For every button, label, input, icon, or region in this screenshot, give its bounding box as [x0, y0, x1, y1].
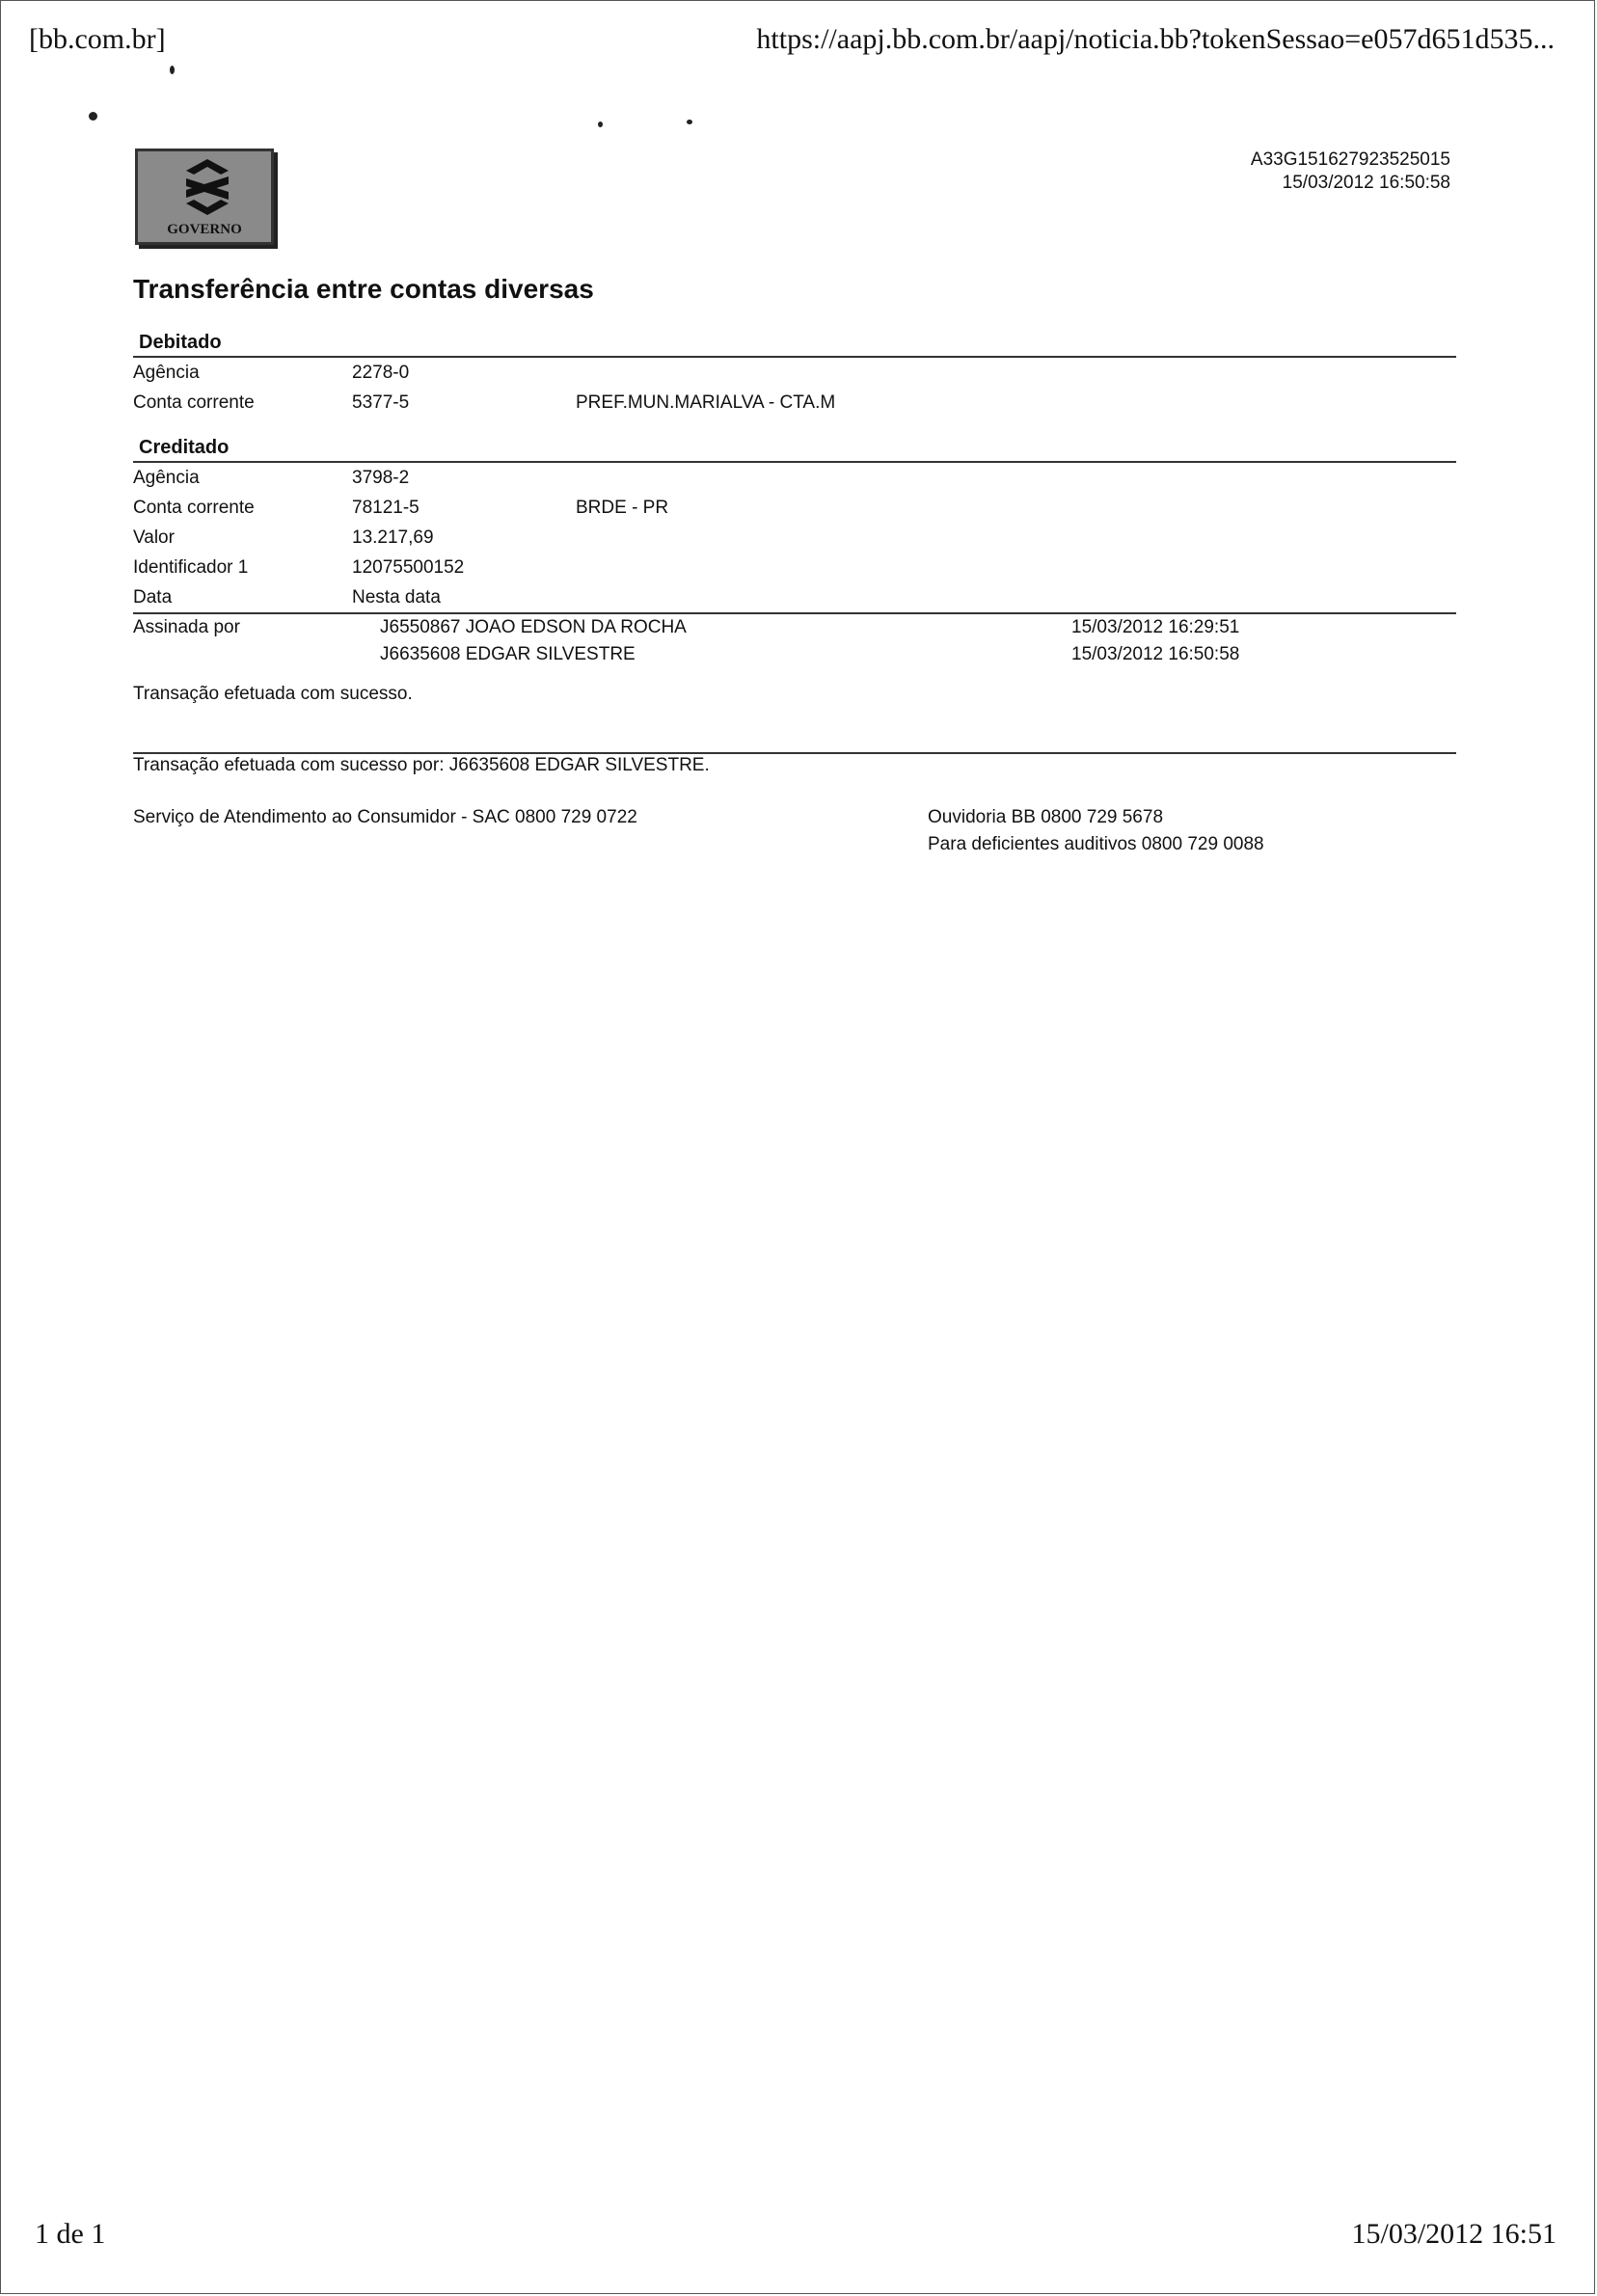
- row-extra: [576, 358, 1456, 388]
- document-datetime: 15/03/2012 16:50:58: [1282, 173, 1450, 193]
- row-label: Agência: [133, 468, 200, 488]
- signature-datetime: 15/03/2012 16:50:58: [1071, 644, 1240, 664]
- document-id: [1251, 149, 1450, 195]
- status-by-section: [133, 752, 1456, 754]
- signature-label: Assinada por: [133, 617, 240, 637]
- signature-row: [133, 614, 1456, 641]
- row-value: 12075500152: [352, 557, 465, 578]
- bank-logo: [135, 149, 274, 245]
- signature-label-empty: [133, 641, 380, 668]
- signature-row: [133, 641, 1456, 668]
- signature-signer: J6635608 EDGAR SILVESTRE: [380, 644, 636, 664]
- row-extra: [576, 523, 1456, 553]
- page-title: Transferência entre contas diversas: [133, 274, 594, 304]
- table-row: [133, 582, 1456, 612]
- table-row: [133, 358, 1456, 388]
- row-value: 5377-5: [352, 392, 410, 413]
- row-extra: BRDE - PR: [576, 498, 669, 518]
- scan-speck: [687, 120, 692, 124]
- row-value: Nesta data: [352, 587, 441, 608]
- row-value: 2278-0: [352, 363, 410, 383]
- table-row: [133, 463, 1456, 493]
- creditado-section: [133, 434, 1456, 668]
- print-footer-page: 1 de 1: [35, 2218, 106, 2250]
- row-label: Valor: [133, 527, 175, 548]
- table-row: [133, 493, 1456, 523]
- section-divider: [133, 752, 1456, 754]
- row-extra: [576, 553, 1456, 582]
- row-label: Agência: [133, 363, 200, 383]
- row-value: 13.217,69: [352, 527, 434, 548]
- ouvidoria-contact: Ouvidoria BB 0800 729 5678: [928, 807, 1164, 827]
- row-label: Conta corrente: [133, 392, 255, 413]
- scan-speck: [598, 122, 603, 127]
- table-row: [133, 388, 1456, 418]
- row-extra: [576, 582, 1456, 612]
- row-value: 78121-5: [352, 498, 420, 518]
- row-label: Conta corrente: [133, 498, 255, 518]
- table-row: [133, 523, 1456, 553]
- status-message: Transação efetuada com sucesso.: [133, 684, 413, 704]
- logo-text: GOVERNO: [167, 222, 242, 237]
- row-label: Identificador 1: [133, 557, 249, 578]
- print-header-url[interactable]: https://aapj.bb.com.br/aapj/noticia.bb?tokenSessao=e057d651d535...: [756, 23, 1555, 55]
- deficientes-contact: Para deficientes auditivos 0800 729 0088: [928, 834, 1264, 854]
- debitado-section: [133, 329, 1456, 418]
- row-extra: PREF.MUN.MARIALVA - CTA.M: [576, 392, 836, 413]
- debitado-heading: Debitado: [139, 332, 222, 353]
- signature-signer: J6550867 JOAO EDSON DA ROCHA: [380, 617, 687, 637]
- banco-do-brasil-logo-icon: [173, 157, 242, 217]
- row-extra: [576, 463, 1456, 493]
- row-label: Data: [133, 587, 173, 608]
- scan-speck: [170, 66, 175, 74]
- creditado-heading: Creditado: [139, 437, 230, 458]
- contacts-right: [928, 804, 1264, 858]
- sac-contact: Serviço de Atendimento ao Consumidor - SAC 0800 729 0722: [133, 807, 637, 827]
- signature-datetime: 15/03/2012 16:29:51: [1071, 617, 1240, 637]
- row-value: 3798-2: [352, 468, 410, 488]
- status-by-message: Transação efetuada com sucesso por: J6635608 EDGAR SILVESTRE.: [133, 755, 710, 775]
- print-footer-datetime: 15/03/2012 16:51: [1351, 2218, 1556, 2250]
- document-code: A33G151627923525015: [1250, 149, 1450, 170]
- table-row: [133, 553, 1456, 582]
- scan-speck: [89, 112, 97, 121]
- print-header-site: [bb.com.br]: [29, 23, 166, 55]
